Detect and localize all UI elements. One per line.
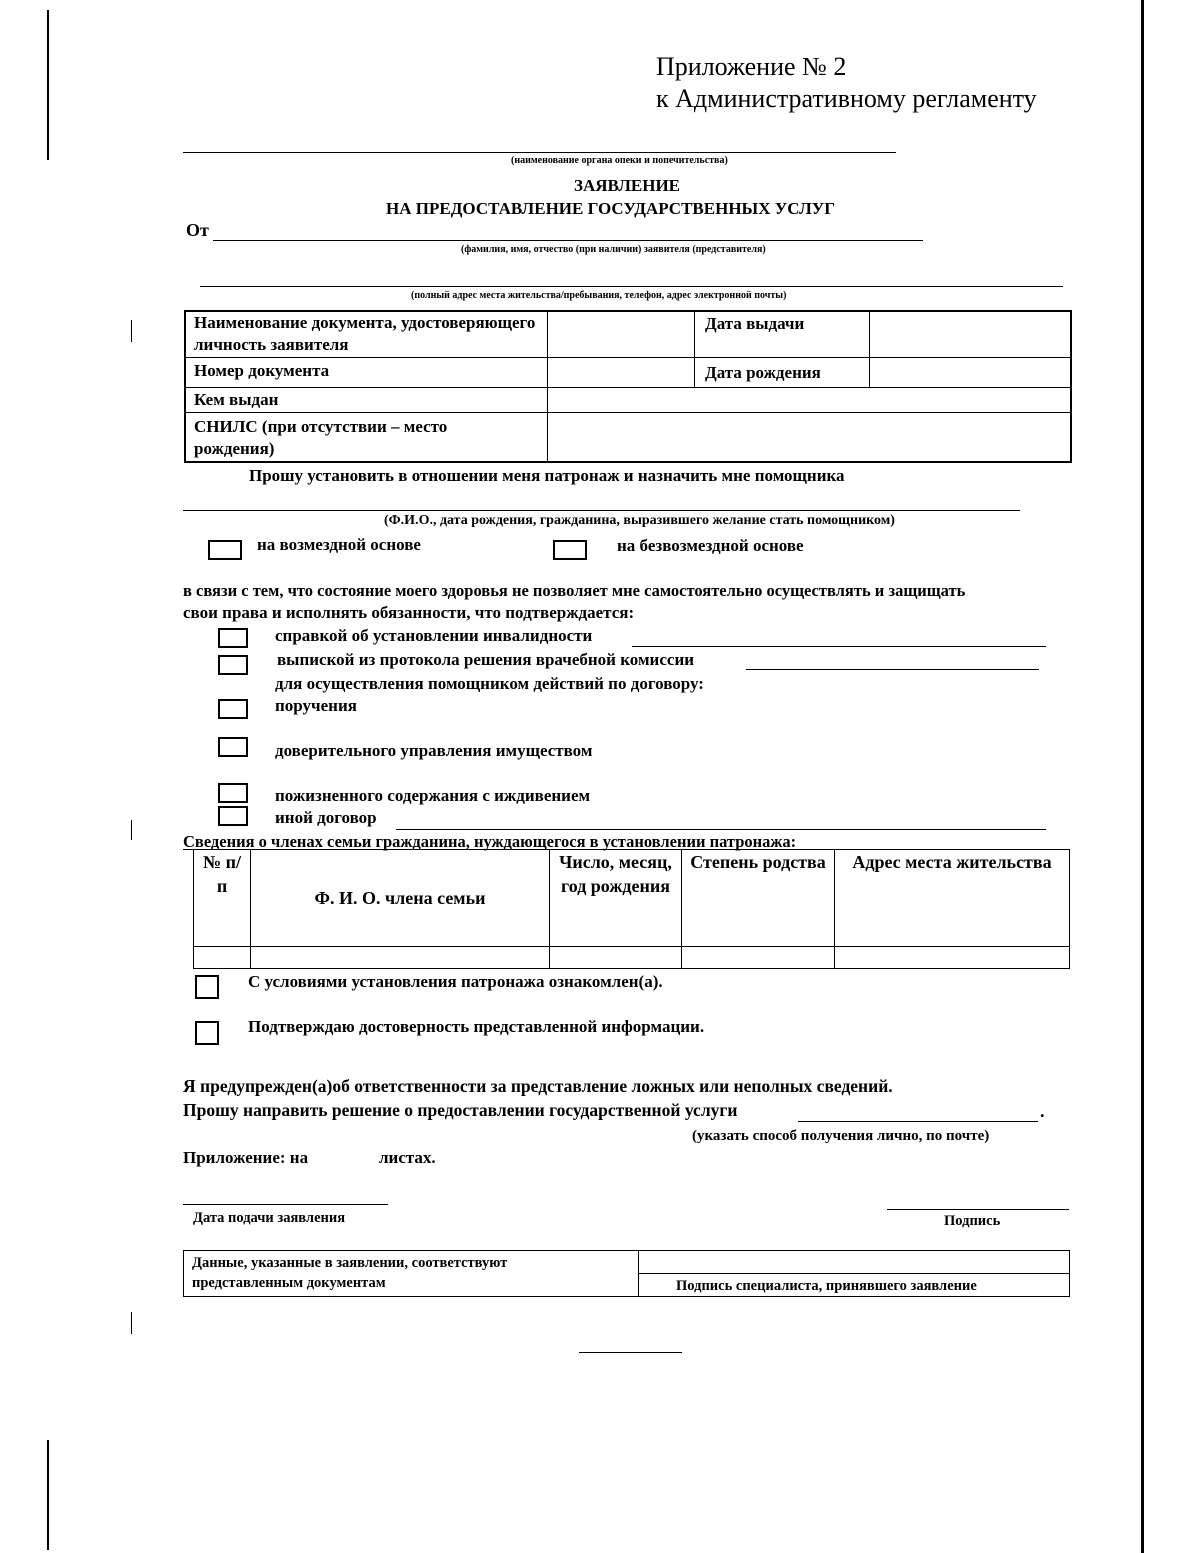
form-title: ЗАЯВЛЕНИЕ [574,176,681,195]
birth-date-label: Дата рождения [705,363,821,382]
conditions-checkbox[interactable] [195,975,219,999]
specialist-signature-caption: Подпись специалиста, принявшего заявление [676,1278,977,1294]
table-cell[interactable] [682,946,835,968]
table-cell[interactable] [835,946,1070,968]
free-basis-checkbox[interactable] [553,540,587,560]
commission-label: выпиской из протокола решения врачебной комиссии [277,650,695,669]
id-table-row-line [184,412,1072,413]
doc-name-field[interactable] [550,313,691,355]
id-table-row-line [184,387,1072,388]
accuracy-label: Подтверждаю достоверность представленной информации. [248,1017,705,1036]
table-cell[interactable] [194,946,251,968]
request-text: Прошу установить в отношении меня патронаж и назначить мне помощника [249,466,845,485]
table-cell[interactable] [251,946,550,968]
free-basis-label: на безвозмездной основе [617,536,804,555]
col-relation: Степень родства [682,850,835,947]
address-caption: (полный адрес места жительства/пребывания, телефон, адрес электронной почты) [411,290,787,301]
other-contract-line[interactable] [396,829,1046,830]
doc-number-field[interactable] [550,359,691,385]
family-table-header [194,850,1070,947]
address-line[interactable] [200,286,1063,287]
conditions-label: С условиями установления патронажа ознакомлен(а). [248,972,663,991]
paid-basis-checkbox[interactable] [208,540,242,560]
id-table-divider [694,310,695,388]
health-text-1: в связи с тем, что состояние моего здоровья не позволяет мне самостоятельно осуществлять и защищать [183,581,966,600]
verification-row-line [638,1273,1070,1274]
issue-date-label: Дата выдачи [705,314,805,333]
scan-margin-line [47,10,49,160]
appendix-number: Приложение № 2 [656,52,847,81]
trust-checkbox[interactable] [218,737,248,757]
helper-caption: (Ф.И.О., дата рождения, гражданина, выразившего желание стать помощником) [384,513,895,528]
col-birth: Число, месяц, год рождения [550,850,682,947]
attachment-sheet-count[interactable] [330,1148,376,1168]
applicant-name-line[interactable] [213,240,923,241]
send-decision-text: Прошу направить решение о предоставлении государственной услуги [183,1100,738,1120]
other-contract-checkbox[interactable] [218,806,248,826]
scan-margin-line [131,820,132,840]
col-address: Адрес места жительства [835,850,1070,947]
attachment-label: Приложение: на [183,1148,309,1167]
contract-intro: для осуществления помощником действий по договору: [275,674,704,693]
issued-by-field[interactable] [550,389,1068,410]
issued-by-label: Кем выдан [194,390,279,409]
appendix-reference: к Административному регламенту [656,84,1037,113]
paid-basis-label: на возмездной основе [257,535,421,554]
issue-date-field[interactable] [872,313,1068,355]
accuracy-checkbox[interactable] [195,1021,219,1045]
form-subtitle: НА ПРЕДОСТАВЛЕНИЕ ГОСУДАРСТВЕННЫХ УСЛУГ [386,199,836,218]
authority-line[interactable] [183,152,896,153]
snils-field[interactable] [550,414,1068,460]
specialist-signature-field[interactable] [641,1252,1067,1272]
commission-line[interactable] [746,669,1039,670]
signature-line[interactable] [887,1209,1069,1210]
submission-date-line[interactable] [183,1204,388,1205]
id-table-divider [869,310,870,388]
scan-margin-line [47,1440,49,1550]
other-contract-label: иной договор [275,808,377,827]
scan-margin-line [1141,0,1144,1553]
doc-name-label: Наименование документа, удостоверяющего личность заявителя [194,313,536,354]
family-table [193,849,1070,969]
assignment-label: поручения [275,696,357,715]
health-text-2: свои права и исполнять обязанности, что подтверждается: [183,603,635,622]
assignment-checkbox[interactable] [218,699,248,719]
birth-date-field[interactable] [872,359,1068,385]
doc-number-label: Номер документа [194,361,330,380]
lifelong-label: пожизненного содержания с иждивением [275,786,591,805]
family-caption: Сведения о членах семьи гражданина, нуждающегося в установлении патронажа: [183,832,797,851]
disability-line[interactable] [632,646,1046,647]
helper-line[interactable] [183,510,1020,511]
authority-caption: (наименование органа опеки и попечительства) [511,155,728,166]
applicant-name-caption: (фамилия, имя, отчество (при наличии) заявителя (представителя) [461,244,766,255]
verification-text: Данные, указанные в заявлении, соответствуют представленным документам [192,1255,508,1291]
disability-checkbox[interactable] [218,628,248,648]
table-row[interactable] [194,946,1070,968]
from-label: От [186,220,209,240]
lifelong-checkbox[interactable] [218,783,248,803]
disability-label: справкой об установлении инвалидности [275,626,593,645]
signature-caption: Подпись [944,1213,1001,1229]
col-fio: Ф. И. О. члена семьи [251,850,550,947]
scan-margin-line [131,1312,132,1334]
commission-checkbox[interactable] [218,655,248,675]
send-decision-end: . [1040,1101,1045,1121]
col-number: № п/п [194,850,251,947]
submission-date-caption: Дата подачи заявления [193,1210,346,1226]
snils-label: СНИЛС (при отсутствии – место рождения) [194,417,448,458]
end-rule [579,1352,682,1353]
table-cell[interactable] [550,946,682,968]
attachment-sheets: листах. [379,1148,436,1167]
trust-label: доверительного управления имуществом [275,741,593,760]
delivery-method-line[interactable] [798,1121,1038,1122]
scan-margin-line [131,320,132,342]
id-table-row-line [184,357,1072,358]
delivery-method-caption: (указать способ получения лично, по почте) [692,1128,990,1144]
warning-text: Я предупрежден(а)об ответственности за представление ложных или неполных сведений. [183,1076,893,1096]
